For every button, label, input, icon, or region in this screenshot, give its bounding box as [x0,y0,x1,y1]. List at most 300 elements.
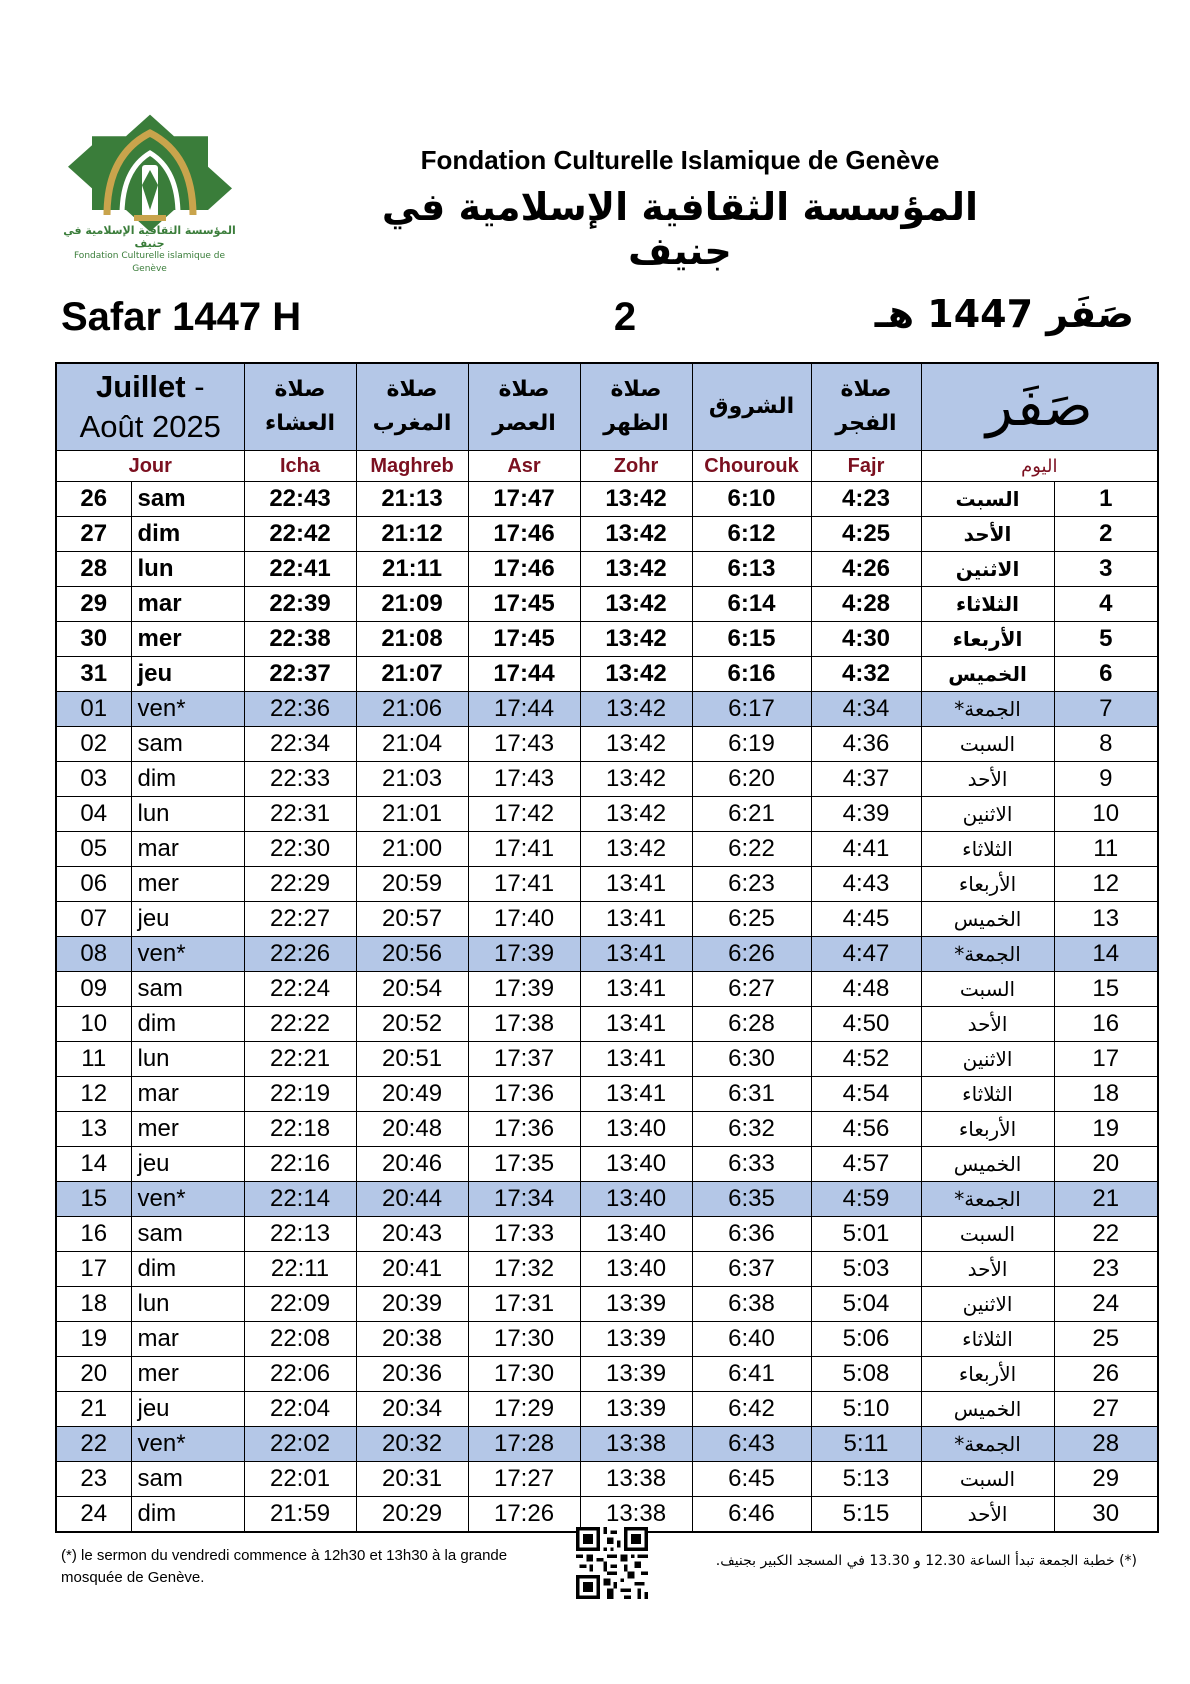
fajr-time: 5:10 [811,1392,921,1427]
maghreb-time: 21:08 [356,622,468,657]
day-number: 16 [56,1217,131,1252]
zohr-time: 13:41 [580,937,692,972]
day-of-week: dim [131,517,244,552]
fajr-header: صلاة الفجر [811,363,921,451]
asr-time: 17:35 [468,1147,580,1182]
chourouk-time: 6:43 [692,1427,811,1462]
day-number: 23 [56,1462,131,1497]
icha-time: 22:16 [244,1147,356,1182]
asr-time: 17:36 [468,1077,580,1112]
day-name-ar: الجمعة* [921,692,1054,727]
day-number: 14 [56,1147,131,1182]
day-number: 20 [56,1357,131,1392]
hijri-day: 18 [1054,1077,1158,1112]
fajr-time: 5:08 [811,1357,921,1392]
day-number: 21 [56,1392,131,1427]
icha-time: 22:14 [244,1182,356,1217]
icha-time: 22:02 [244,1427,356,1462]
day-number: 13 [56,1112,131,1147]
day-name-ar: الثلاثاء [921,587,1054,622]
day-number: 10 [56,1007,131,1042]
hijri-day: 30 [1054,1497,1158,1533]
table-row [56,1462,1158,1497]
icha-label: Icha [244,451,356,482]
table-row [56,587,1158,622]
icha-time: 22:41 [244,552,356,587]
day-of-week: ven* [131,1427,244,1462]
day-number: 06 [56,867,131,902]
day-name-ar: الأربعاء [921,1357,1054,1392]
icha-time: 22:06 [244,1357,356,1392]
org-name-fr: Fondation Culturelle Islamique de Genève [420,145,940,175]
hijri-day: 12 [1054,867,1158,902]
day-of-week: sam [131,1462,244,1497]
day-name-ar: السبت [921,1217,1054,1252]
day-name-ar: الأحد [921,1252,1054,1287]
maghreb-time: 20:44 [356,1182,468,1217]
icha-time: 22:36 [244,692,356,727]
fajr-time: 5:06 [811,1322,921,1357]
hijri-day: 22 [1054,1217,1158,1252]
footnote-fr: (*) le sermon du vendredi commence à 12h30 et 13h30 à la grande mosquée de Genève. [61,1547,508,1586]
asr-header: صلاة العصر [468,363,580,451]
hijri-day: 8 [1054,727,1158,762]
fajr-time: 4:50 [811,1007,921,1042]
maghreb-time: 20:59 [356,867,468,902]
hijri-day: 3 [1054,552,1158,587]
day-name-ar: الأحد [921,1007,1054,1042]
fajr-time: 5:13 [811,1462,921,1497]
zohr-time: 13:42 [580,762,692,797]
maghreb-time: 20:56 [356,937,468,972]
asr-time: 17:41 [468,867,580,902]
day-of-week: jeu [131,1392,244,1427]
table-row [56,1007,1158,1042]
icha-time: 22:11 [244,1252,356,1287]
zohr-time: 13:42 [580,727,692,762]
asr-time: 17:40 [468,902,580,937]
table-row [56,727,1158,762]
fajr-time: 4:59 [811,1182,921,1217]
day-number: 28 [56,552,131,587]
zohr-time: 13:40 [580,1147,692,1182]
maghreb-time: 20:32 [356,1427,468,1462]
asr-time: 17:42 [468,797,580,832]
day-of-week: sam [131,1217,244,1252]
maghreb-header: صلاة المغرب [356,363,468,451]
maghreb-time: 20:36 [356,1357,468,1392]
day-name-ar: الأربعاء [921,867,1054,902]
day-number: 07 [56,902,131,937]
zohr-time: 13:38 [580,1427,692,1462]
day-of-week: lun [131,552,244,587]
chourouk-time: 6:30 [692,1042,811,1077]
day-of-week: jeu [131,1147,244,1182]
maghreb-time: 20:52 [356,1007,468,1042]
fajr-time: 5:03 [811,1252,921,1287]
maghreb-time: 20:51 [356,1042,468,1077]
asr-time: 17:45 [468,587,580,622]
maghreb-time: 21:01 [356,797,468,832]
chourouk-time: 6:35 [692,1182,811,1217]
day-name-ar: الثلاثاء [921,1322,1054,1357]
day-number: 12 [56,1077,131,1112]
jour-label: Jour [56,451,244,482]
day-of-week: sam [131,482,244,517]
day-number: 05 [56,832,131,867]
icha-time: 22:43 [244,482,356,517]
chourouk-time: 6:40 [692,1322,811,1357]
maghreb-time: 21:06 [356,692,468,727]
day-number: 15 [56,1182,131,1217]
qr-code [576,1527,648,1599]
logo-caption-ar: المؤسسة الثقافية الإسلامية في جنيف [63,224,236,250]
day-of-week: mar [131,832,244,867]
asr-label: Asr [468,451,580,482]
day-of-week: lun [131,797,244,832]
asr-time: 17:37 [468,1042,580,1077]
day-number: 11 [56,1042,131,1077]
icha-time: 22:27 [244,902,356,937]
hijri-day: 17 [1054,1042,1158,1077]
zohr-time: 13:42 [580,482,692,517]
chourouk-time: 6:12 [692,517,811,552]
zohr-time: 13:39 [580,1357,692,1392]
icha-time: 22:29 [244,867,356,902]
day-number: 26 [56,482,131,517]
fajr-time: 5:04 [811,1287,921,1322]
maghreb-time: 21:00 [356,832,468,867]
asr-time: 17:30 [468,1322,580,1357]
day-name-ar: السبت [921,482,1054,517]
table-row [56,622,1158,657]
zohr-time: 13:41 [580,902,692,937]
fajr-time: 4:30 [811,622,921,657]
day-name-ar: الجمعة* [921,1427,1054,1462]
day-of-week: mar [131,587,244,622]
asr-time: 17:39 [468,937,580,972]
hijri-day: 2 [1054,517,1158,552]
footnote-ar: (*) خطبة الجمعة تبدأ الساعة 12.30 و 13.30 في المسجد الكبير بجنيف. [715,1553,1137,1569]
chourouk-time: 6:22 [692,832,811,867]
day-number: 27 [56,517,131,552]
maghreb-time: 20:38 [356,1322,468,1357]
chourouk-time: 6:41 [692,1357,811,1392]
day-name-ar: الجمعة* [921,1182,1054,1217]
day-number: 08 [56,937,131,972]
asr-time: 17:43 [468,727,580,762]
icha-time: 22:19 [244,1077,356,1112]
icha-time: 22:34 [244,727,356,762]
table-row [56,902,1158,937]
maghreb-time: 20:49 [356,1077,468,1112]
fajr-time: 5:01 [811,1217,921,1252]
chourouk-time: 6:36 [692,1217,811,1252]
asr-time: 17:29 [468,1392,580,1427]
asr-time: 17:41 [468,832,580,867]
day-of-week: dim [131,1007,244,1042]
chourouk-time: 6:37 [692,1252,811,1287]
maghreb-time: 20:43 [356,1217,468,1252]
day-of-week: jeu [131,902,244,937]
day-of-week: ven* [131,1182,244,1217]
zohr-time: 13:39 [580,1322,692,1357]
day-number: 01 [56,692,131,727]
hijri-day: 7 [1054,692,1158,727]
day-name-ar: الاثنين [921,797,1054,832]
chourouk-time: 6:20 [692,762,811,797]
day-name-ar: الثلاثاء [921,1077,1054,1112]
fajr-time: 4:47 [811,937,921,972]
day-of-week: mar [131,1077,244,1112]
chourouk-time: 6:21 [692,797,811,832]
maghreb-time: 21:07 [356,657,468,692]
zohr-time: 13:41 [580,1007,692,1042]
fajr-time: 4:28 [811,587,921,622]
hijri-day: 28 [1054,1427,1158,1462]
fajr-time: 4:26 [811,552,921,587]
maghreb-time: 20:48 [356,1112,468,1147]
zohr-time: 13:42 [580,832,692,867]
zohr-time: 13:40 [580,1217,692,1252]
hijri-day: 11 [1054,832,1158,867]
chourouk-time: 6:32 [692,1112,811,1147]
icha-time: 22:26 [244,937,356,972]
zohr-time: 13:40 [580,1112,692,1147]
day-of-week: mer [131,1357,244,1392]
day-of-week: lun [131,1287,244,1322]
chourouk-time: 6:15 [692,622,811,657]
day-number: 19 [56,1322,131,1357]
day-number: 30 [56,622,131,657]
chourouk-time: 6:23 [692,867,811,902]
zohr-time: 13:39 [580,1392,692,1427]
asr-time: 17:47 [468,482,580,517]
month-line2: Août 2025 [79,409,221,444]
asr-time: 17:44 [468,692,580,727]
chourouk-time: 6:42 [692,1392,811,1427]
prayer-times-table [55,362,1159,1533]
day-number: 02 [56,727,131,762]
table-row [56,832,1158,867]
gregorian-month-header [56,363,244,451]
table-row [56,692,1158,727]
maghreb-time: 21:04 [356,727,468,762]
day-of-week: mer [131,867,244,902]
hijri-day: 9 [1054,762,1158,797]
hijri-day: 20 [1054,1147,1158,1182]
hijri-day: 5 [1054,622,1158,657]
fajr-time: 4:54 [811,1077,921,1112]
icha-time: 22:33 [244,762,356,797]
day-number: 04 [56,797,131,832]
hijri-day: 1 [1054,482,1158,517]
icha-time: 22:13 [244,1217,356,1252]
day-name-ar: الجمعة* [921,937,1054,972]
day-of-week: dim [131,762,244,797]
icha-header: صلاة العشاء [244,363,356,451]
maghreb-time: 21:11 [356,552,468,587]
logo-caption [62,224,237,276]
table-row [56,1427,1158,1462]
day-of-week: dim [131,1497,244,1533]
icha-time: 22:04 [244,1392,356,1427]
day-name-ar: الخميس [921,1147,1054,1182]
day-number: 24 [56,1497,131,1533]
asr-time: 17:46 [468,517,580,552]
hijri-day: 19 [1054,1112,1158,1147]
fajr-time: 5:15 [811,1497,921,1533]
day-of-week: mer [131,1112,244,1147]
day-name-ar: السبت [921,727,1054,762]
fajr-time: 5:11 [811,1427,921,1462]
asr-time: 17:36 [468,1112,580,1147]
month-line1: Juillet [95,369,186,404]
chourouk-time: 6:46 [692,1497,811,1533]
icha-time: 22:38 [244,622,356,657]
hijri-month-header: صَفَر [921,363,1158,451]
fajr-time: 4:43 [811,867,921,902]
day-of-week: lun [131,1042,244,1077]
zohr-time: 13:38 [580,1497,692,1533]
table-row [56,517,1158,552]
table-row [56,482,1158,517]
maghreb-time: 20:29 [356,1497,468,1533]
maghreb-time: 20:54 [356,972,468,1007]
day-name-ar: الاثنين [921,1042,1054,1077]
chourouk-time: 6:14 [692,587,811,622]
asr-time: 17:39 [468,972,580,1007]
chourouk-time: 6:25 [692,902,811,937]
hijri-day: 26 [1054,1357,1158,1392]
month-title-ar: صَفَر 1447 هـ [874,292,1134,336]
day-of-week: ven* [131,692,244,727]
day-of-week: mer [131,622,244,657]
table-row [56,867,1158,902]
table-row [56,1322,1158,1357]
maghreb-time: 20:57 [356,902,468,937]
icha-time: 22:22 [244,1007,356,1042]
zohr-header: صلاة الظهر [580,363,692,451]
hijri-day: 15 [1054,972,1158,1007]
maghreb-time: 21:03 [356,762,468,797]
day-number: 29 [56,587,131,622]
day-number: 22 [56,1427,131,1462]
zohr-time: 13:38 [580,1462,692,1497]
icha-time: 22:39 [244,587,356,622]
fajr-time: 4:23 [811,482,921,517]
hijri-day: 27 [1054,1392,1158,1427]
icha-time: 22:31 [244,797,356,832]
chourouk-time: 6:31 [692,1077,811,1112]
day-number: 03 [56,762,131,797]
table-row [56,1182,1158,1217]
hijri-day: 14 [1054,937,1158,972]
zohr-time: 13:41 [580,1077,692,1112]
fajr-time: 4:34 [811,692,921,727]
fajr-time: 4:36 [811,727,921,762]
icha-time: 22:42 [244,517,356,552]
fajr-time: 4:32 [811,657,921,692]
table-header-row [56,363,1158,451]
icha-time: 22:09 [244,1287,356,1322]
day-name-ar: الأحد [921,762,1054,797]
asr-time: 17:34 [468,1182,580,1217]
table-row [56,762,1158,797]
maghreb-time: 20:34 [356,1392,468,1427]
maghreb-time: 20:39 [356,1287,468,1322]
chourouk-time: 6:17 [692,692,811,727]
icha-time: 22:01 [244,1462,356,1497]
day-name-ar: الخميس [921,1392,1054,1427]
day-name-ar: الخميس [921,657,1054,692]
day-number: 31 [56,657,131,692]
page-number: 2 [613,295,637,339]
asr-time: 17:44 [468,657,580,692]
asr-time: 17:33 [468,1217,580,1252]
table-row [56,1287,1158,1322]
fajr-time: 4:56 [811,1112,921,1147]
icha-time: 22:21 [244,1042,356,1077]
asr-time: 17:27 [468,1462,580,1497]
org-name-ar: المؤسسة الثقافية الإسلامية في جنيف [381,185,979,273]
chourouk-time: 6:26 [692,937,811,972]
asr-time: 17:46 [468,552,580,587]
fajr-label: Fajr [811,451,921,482]
table-row [56,1217,1158,1252]
chourouk-time: 6:45 [692,1462,811,1497]
zohr-time: 13:40 [580,1252,692,1287]
chourouk-header: الشروق [692,363,811,451]
table-row [56,797,1158,832]
maghreb-time: 21:09 [356,587,468,622]
day-name-ar: الخميس [921,902,1054,937]
day-number: 09 [56,972,131,1007]
zohr-time: 13:40 [580,1182,692,1217]
icha-time: 22:24 [244,972,356,1007]
hijri-day: 25 [1054,1322,1158,1357]
asr-time: 17:26 [468,1497,580,1533]
maghreb-time: 20:46 [356,1147,468,1182]
day-of-week: sam [131,727,244,762]
chourouk-time: 6:10 [692,482,811,517]
chourouk-label: Chourouk [692,451,811,482]
icha-time: 22:30 [244,832,356,867]
zohr-time: 13:42 [580,517,692,552]
day-name-ar: الأحد [921,517,1054,552]
table-row [56,657,1158,692]
zohr-time: 13:42 [580,622,692,657]
day-name-ar: السبت [921,1462,1054,1497]
asr-time: 17:31 [468,1287,580,1322]
zohr-time: 13:41 [580,867,692,902]
table-row [56,1392,1158,1427]
zohr-time: 13:42 [580,587,692,622]
table-row [56,972,1158,1007]
asr-time: 17:38 [468,1007,580,1042]
day-name-ar: الاثنين [921,552,1054,587]
chourouk-time: 6:13 [692,552,811,587]
fajr-time: 4:48 [811,972,921,1007]
table-row [56,1077,1158,1112]
day-of-week: dim [131,1252,244,1287]
zohr-time: 13:41 [580,972,692,1007]
table-row [56,552,1158,587]
icha-time: 22:18 [244,1112,356,1147]
asr-time: 17:45 [468,622,580,657]
maghreb-time: 20:41 [356,1252,468,1287]
zohr-time: 13:42 [580,692,692,727]
